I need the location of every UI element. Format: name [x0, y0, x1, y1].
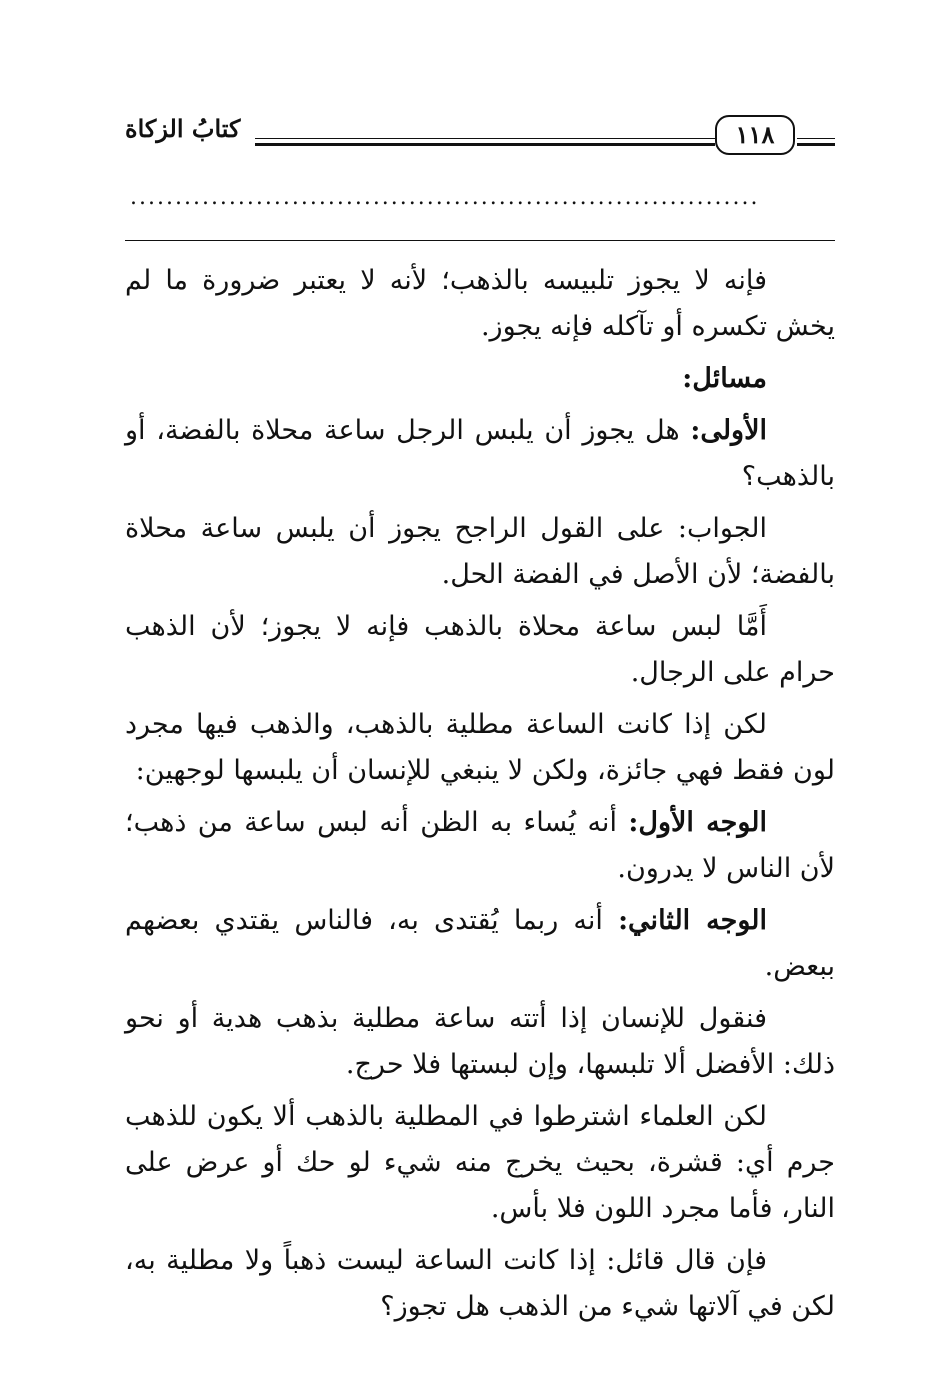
header-rule-thin [255, 138, 715, 139]
paragraph [125, 506, 835, 598]
paragraph [125, 604, 835, 696]
paragraph [125, 258, 835, 350]
paragraph [125, 1094, 835, 1232]
paragraph-text: لكن العلماء اشترطوا في المطلية بالذهب ألا يكون للذهب جرم أي: قشرة، بحيث يخرج منه شيء لو حك أو عرض على النار، فأما مجرد اللون فلا بأس. [125, 1101, 835, 1224]
paragraph-text: فإن قال قائل: إذا كانت الساعة ليست ذهباً ولا مطلية به، لكن في آلاتها شيء من الذهب هل تجوز؟ [125, 1245, 835, 1322]
paragraph [125, 408, 835, 500]
paragraph [125, 1238, 835, 1330]
header-rule-right-thick [797, 143, 835, 146]
paragraph [125, 800, 835, 892]
paragraph-text: هل يجوز أن يلبس الرجل ساعة محلاة بالفضة، أو بالذهب؟ [125, 415, 835, 492]
page-number: ١١٨ [715, 115, 795, 155]
paragraph-text: فإنه لا يجوز تلبيسه بالذهب؛ لأنه لا يعتبر ضرورة ما لم يخش تكسره أو تآكله فإنه يجوز. [125, 265, 835, 342]
body-text [125, 258, 835, 1336]
paragraph-text: لكن إذا كانت الساعة مطلية بالذهب، والذهب فيها مجرد لون فقط فهي جائزة، ولكن لا ينبغي للإنسان أن يلبسها لوجهين: [125, 709, 835, 786]
book-title: كتابُ الزكاة [125, 114, 241, 143]
header-rule-thick [255, 143, 715, 146]
paragraph-text: الجواب: على القول الراجح يجوز أن يلبس ساعة محلاة بالفضة؛ لأن الأصل في الفضة الحل. [125, 513, 835, 590]
paragraph-lead: الأولى: [690, 415, 767, 446]
separator-line [125, 240, 835, 241]
paragraph-text: أنه ربما يُقتدى به، فالناس يقتدي بعضهم ببعض. [125, 905, 835, 982]
paragraph [125, 702, 835, 794]
paragraph [125, 996, 835, 1088]
paragraph-text: فنقول للإنسان إذا أتته ساعة مطلية بذهب هدية أو نحو ذلك: الأفضل ألا تلبسها، وإن لبستها فلا حرج. [125, 1003, 835, 1080]
page-header [125, 110, 835, 160]
footnote-dots: ...................................................................... [130, 185, 760, 210]
paragraph-lead: الوجه الثاني: [618, 905, 767, 936]
paragraph-lead: الوجه الأول: [628, 807, 768, 838]
header-rule-right-thin [797, 138, 835, 139]
heading-text: مسائل: [682, 363, 767, 394]
paragraph-text: أنه يُساء به الظن أنه لبس ساعة من ذهب؛ لأن الناس لا يدرون. [125, 807, 835, 884]
section-heading [125, 356, 835, 402]
paragraph-text: أَمَّا لبس ساعة محلاة بالذهب فإنه لا يجوز؛ لأن الذهب حرام على الرجال. [125, 611, 835, 688]
paragraph [125, 898, 835, 990]
